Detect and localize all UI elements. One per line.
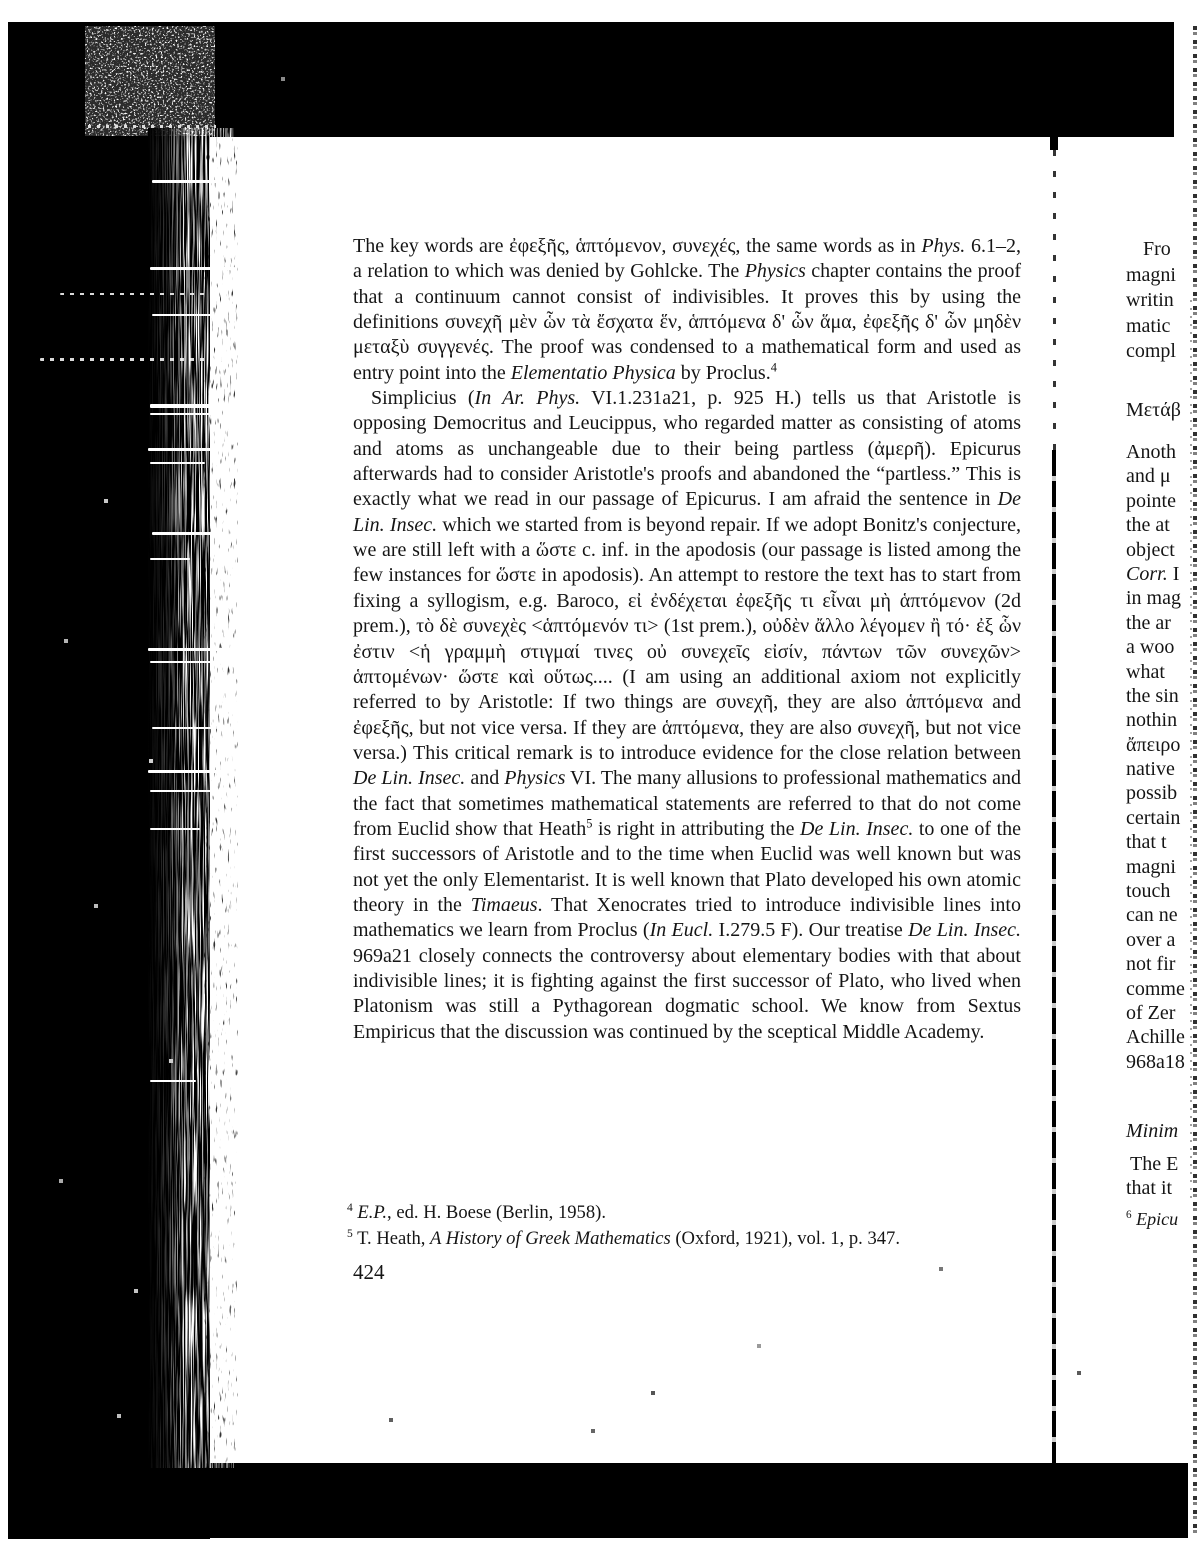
text-line: not fir — [1126, 953, 1176, 976]
text-line: can ne — [1126, 904, 1178, 927]
text-line: over a — [1126, 928, 1176, 951]
text-line: the ar — [1126, 611, 1171, 634]
text-line: what — [1126, 660, 1165, 683]
text-line: nothin — [1126, 709, 1178, 732]
scan-streak — [150, 404, 228, 408]
text-line: Achille — [1126, 1026, 1185, 1049]
page-number: 424 — [353, 1260, 385, 1284]
spine-grain — [204, 128, 238, 1468]
text-line: ἄπειρο — [1126, 733, 1181, 756]
footnote-5: $^5$ T. Heath, A History of Greek Mathematics (Oxford, 1921), vol. 1, p. 347. — [347, 1227, 900, 1249]
text-line: object — [1126, 538, 1175, 561]
footnote-4: $^4$ E.P., ed. H. Boese (Berlin, 1958). — [347, 1201, 606, 1223]
facing-page-footnote-fragment: $^6$ Epicu — [1126, 1209, 1179, 1229]
scan-streak — [148, 770, 230, 773]
facing-page-paragraph-fragment — [1126, 238, 1200, 366]
text-line: that t — [1126, 831, 1167, 854]
facing-page-heading-fragment: Minim — [1126, 1120, 1179, 1142]
text-line: touch — [1126, 880, 1171, 903]
text-line: writin — [1126, 289, 1174, 311]
text-line: comme — [1126, 977, 1185, 1000]
scan-streak — [148, 448, 228, 451]
text-line: certain — [1126, 806, 1181, 829]
scan-streak — [150, 413, 220, 415]
text-line: the sin — [1126, 684, 1179, 707]
text-line: compl — [1126, 340, 1176, 362]
text-line: a woo — [1126, 636, 1175, 659]
text-line: Corr. I — [1126, 562, 1180, 585]
text-line: pointe — [1126, 489, 1176, 512]
text-line: magni — [1126, 263, 1176, 286]
text-line: in mag — [1126, 587, 1181, 610]
scan-streak — [150, 1080, 196, 1082]
scan-streak — [152, 180, 222, 183]
scan-streak — [150, 790, 232, 792]
scan-specks-dark — [0, 0, 2, 2]
text-line: matic — [1126, 314, 1171, 337]
scan-streak — [60, 293, 220, 295]
main-text-column — [353, 234, 1021, 1045]
spine-fade — [148, 128, 186, 1468]
scan-streak — [150, 828, 200, 830]
text-line: and μ — [1126, 465, 1171, 488]
facing-page-paragraph-fragment — [1126, 1153, 1200, 1202]
paragraph-key-words: The key words are ἐφεξῆς, ἁπτόμενον, συνεχές, the same words as in Phys. 6.1–2, a relation to which was denied by Gohlcke. The Physics chapter contains the proof that a continuum cannot consist of indivisibles. It proves this by using the definitions συνεχῆ μὲν ὧν τὰ ἔσχατα ἕν, ἁπτόμενα δ' ὧν ἅμα, ἐφεξῆς δ' ὧν μηδὲν μεταξὺ συγγενές. The proof was condensed to a mathematical form and used as entry point into the Elementatio Physica by Proclus.$^4$ — [353, 235, 1021, 384]
scan-streak — [150, 462, 205, 464]
gutter-shadow-line — [1050, 130, 1058, 150]
paragraph-simplicius: Simplicius (In Ar. Phys. VI.1.231a21, p. 925 H.) tells us that Aristotle is opposing Democritus and Leucippus, who regarded matter as consisting of atoms and atoms as unchangeable due to their being partless (ἀμερῆ). Epicurus afterwards had to consider Aristotle's proofs and abandoned the “partless.” This is exactly what we read in our passage of Epicurus. I am afraid the sentence in De Lin. Insec. which we started from is beyond repair. If we adopt Bonitz's conjecture, we are still left with a ὥστε c. inf. in the apodosis (our passage is listed among the few instances for ὥστε in apodosis). An attempt to restore the text has to start from fixing a syllogism, e.g. Baroco, εἰ ἐνδέχεται ἐφεξῆς τι εἶναι μὴ ἁπτόμενον (2d prem.), τὸ δὲ συνεχὲς <ἁπτόμενόν τι> (1st prem.), οὐδὲν ἄλλο λέγομεν ἢ τό· ἐξ ὧν ἐστιν <ἡ γραμμὴ στιγμαί τινες οὐ συνεχεῖς εἰσίν, πάντων τῶν συνεχῶν> ἁπτομένων· ὥστε καὶ οὕτως.... (I am using an additional axiom not explicitly referred to by Aristotle: If two things are συνεχῆ, they are also ἁπτόμενα and ἐφεξῆς, but not vice versa. If they are ἁπτόμενα, they are also συνεχῆ, but not vice versa.) This critical remark is to introduce evidence for the close relation between De Lin. Insec. and Physics VI. The many allusions to professional mathematics and the fact that sometimes mathematical statements are referred to that do not come from Euclid show that Heath$^5$ is right in attributing the De Lin. Insec. to one of the first successors of Aristotle and to the time when Euclid was well known but was not yet the only Elementarist. It is well known that Plato developed his own atomic theory in the Timaeus. That Xenocrates tried to introduce indivisible lines into mathematics we learn from Proclus (In Eucl. I.279.5 F). Our treatise De Lin. Insec. 969a21 closely connects the controversy about elementary bodies with that about indivisible lines; it is fighting against the first successor of Plato, who lived when Platonism was still a Pythagorean dogmatic school. We know from Sextus Empiricus that the discussion was continued by the sceptical Middle Academy. — [353, 387, 1022, 1043]
scan-streak — [150, 661, 234, 663]
gutter-shadow-line — [1053, 150, 1056, 450]
scan-streak — [40, 358, 230, 361]
text-line: possib — [1126, 782, 1178, 805]
scan-streak — [148, 648, 232, 651]
text-line: 968a18 — [1126, 1050, 1185, 1073]
scan-streak — [152, 314, 212, 316]
text-line: Anoth — [1126, 441, 1176, 463]
text-line: native — [1126, 758, 1175, 781]
scan-streak — [152, 532, 224, 535]
scan-streak — [150, 558, 190, 560]
text-line: of Zer — [1126, 1001, 1176, 1024]
text-line: The E — [1130, 1153, 1179, 1175]
text-line: Fro — [1143, 238, 1171, 260]
text-line: that it — [1126, 1177, 1173, 1200]
gutter-shadow-line — [1052, 450, 1056, 1466]
text-line: the at — [1126, 514, 1170, 537]
scan-speckle-block — [85, 26, 215, 136]
scan-streak — [152, 727, 217, 729]
scan-streak — [150, 267, 235, 270]
facing-page-heading-fragment: Μετάβ — [1126, 399, 1181, 421]
facing-page-paragraph-fragment — [1126, 441, 1200, 1075]
footnotes — [347, 1200, 1037, 1251]
text-line: magni — [1126, 855, 1176, 878]
scan-border-bottom — [8, 1463, 1188, 1538]
